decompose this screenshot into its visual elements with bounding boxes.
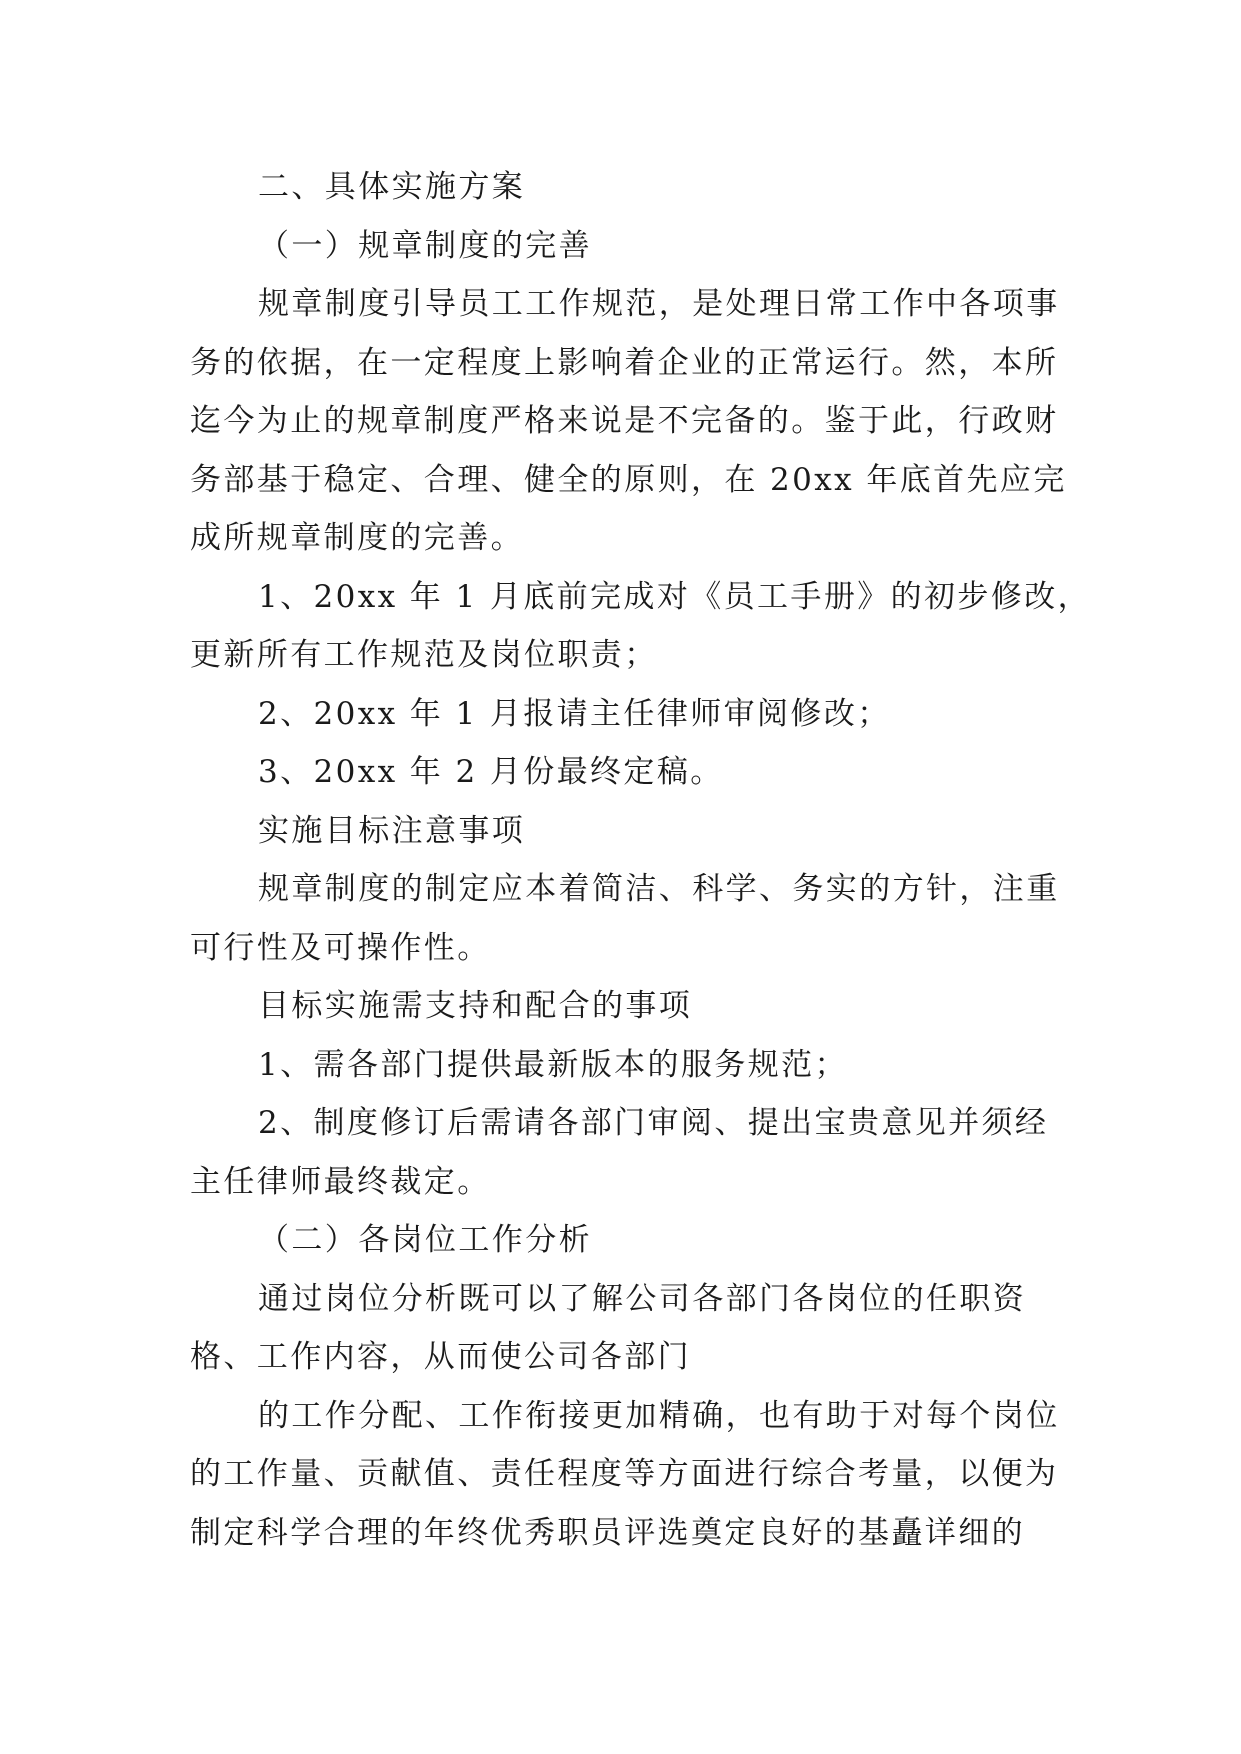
list-item: 1、20xx 年 1 月底前完成对《员工手册》的初步修改， (258, 578, 1092, 615)
document-body (190, 158, 1092, 1562)
paragraph-line: 务的依据，在一定程度上影响着企业的正常运行。然，本所 (190, 344, 1059, 381)
list-item: 2、制度修订后需请各部门审阅、提出宝贵意见并须经 (258, 1105, 1049, 1141)
section-heading: 二、具体实施方案 (258, 169, 526, 205)
paragraph-line: 务部基于稳定、合理、健全的原则，在 20xx 年底首先应完 (190, 461, 1067, 498)
subsection-heading: （二）各岗位工作分析 (258, 1222, 592, 1258)
list-item: 3、20xx 年 2 月份最终定稿。 (258, 754, 724, 790)
paragraph-line: 可行性及可操作性。 (190, 929, 491, 966)
list-item-continuation: 主任律师最终裁定。 (190, 1163, 491, 1200)
paragraph-line: 迄今为止的规章制度严格来说是不完备的。鉴于此，行政财 (190, 403, 1059, 439)
paragraph-line: 规章制度引导员工工作规范，是处理日常工作中各项事 (258, 286, 1060, 322)
paragraph-line: 的工作分配、工作衔接更加精确，也有助于对每个岗位 (258, 1397, 1060, 1434)
paragraph-line: 的工作量、贡献值、责任程度等方面进行综合考量，以便为 (190, 1456, 1059, 1492)
list-item-continuation: 更新所有工作规范及岗位职责； (190, 637, 658, 673)
list-item: 2、20xx 年 1 月报请主任律师审阅修改； (258, 695, 891, 732)
paragraph-heading: 实施目标注意事项 (258, 812, 526, 849)
paragraph-line: 格、工作内容，从而使公司各部门 (190, 1339, 691, 1375)
subsection-heading: （一）规章制度的完善 (258, 227, 592, 264)
paragraph-heading: 目标实施需支持和配合的事项 (258, 988, 693, 1024)
paragraph-line: 规章制度的制定应本着简洁、科学、务实的方针，注重 (258, 871, 1060, 907)
paragraph-line: 制定科学合理的年终优秀职员评选奠定良好的基矗详细的 (190, 1514, 1025, 1551)
list-item: 1、需各部门提供最新版本的服务规范； (258, 1046, 848, 1083)
paragraph-line: 成所规章制度的完善。 (190, 520, 524, 556)
paragraph-line: 通过岗位分析既可以了解公司各部门各岗位的任职资 (258, 1280, 1027, 1317)
